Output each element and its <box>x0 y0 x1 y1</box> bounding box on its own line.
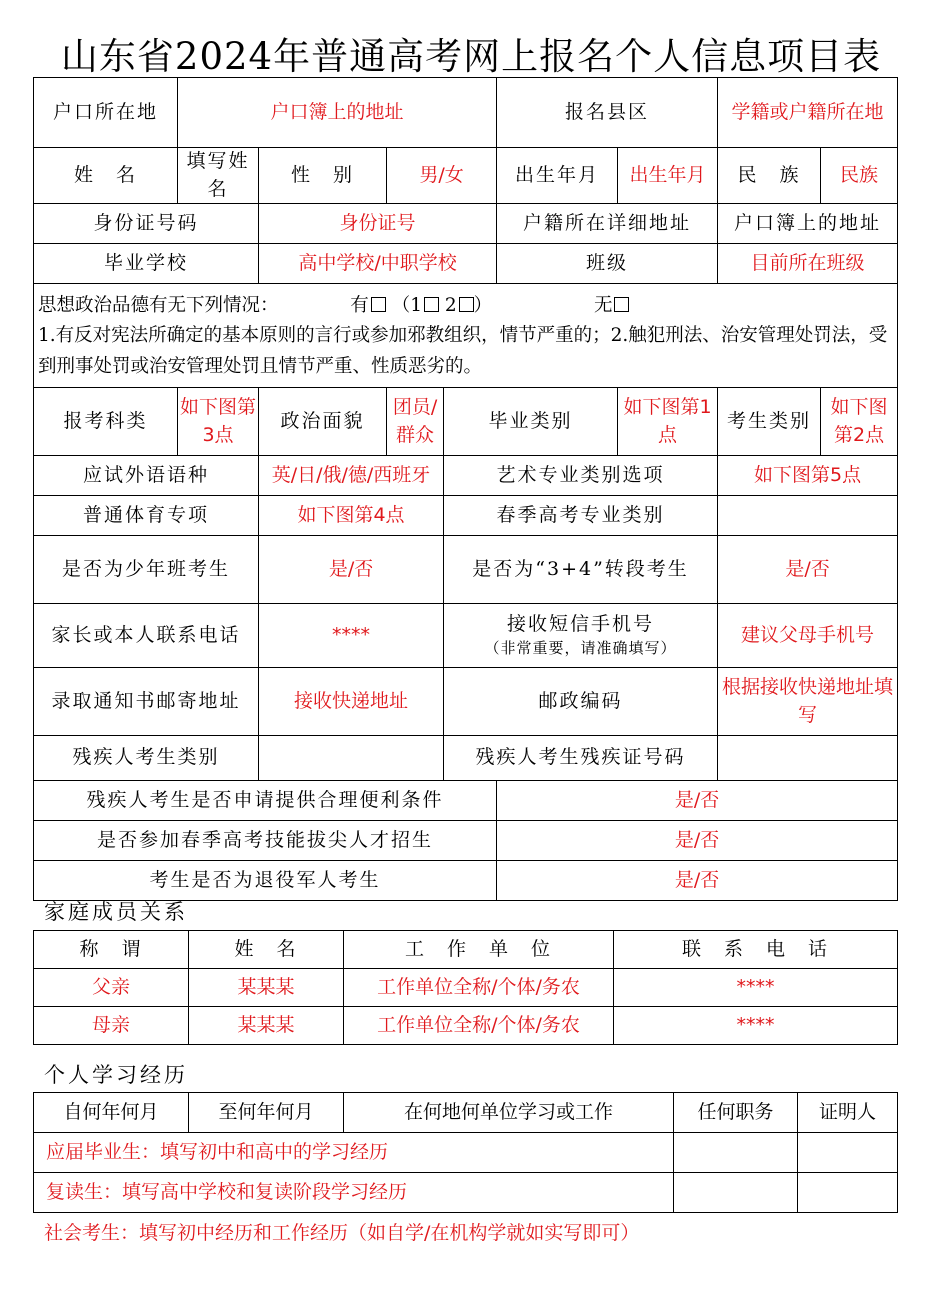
zip-code-label: 邮政编码 <box>444 668 718 736</box>
sport-label: 普通体育专项 <box>34 496 259 536</box>
family-header-name: 姓 名 <box>189 931 344 969</box>
ethnic-value[interactable]: 民族 <box>821 148 898 204</box>
family-phone[interactable]: **** <box>614 1007 898 1045</box>
language-value[interactable]: 英/日/俄/德/西班牙 <box>259 456 444 496</box>
ethnic-label: 民 族 <box>718 148 821 204</box>
county-value[interactable]: 学籍或户籍所在地 <box>718 78 898 148</box>
table-row <box>34 969 898 1007</box>
candidate-type-label: 考生类别 <box>718 388 821 456</box>
politics-no-checkbox[interactable] <box>614 297 629 312</box>
sms-phone-label <box>444 604 718 668</box>
politics-section <box>34 284 898 388</box>
family-relation[interactable]: 母亲 <box>34 1007 189 1045</box>
birth-value[interactable]: 出生年月 <box>618 148 718 204</box>
hukou-value[interactable]: 户口簿上的地址 <box>178 78 497 148</box>
family-form <box>33 930 897 1045</box>
language-label: 应试外语语种 <box>34 456 259 496</box>
school-label: 毕业学校 <box>34 244 259 284</box>
family-table <box>33 930 898 1045</box>
gender-value[interactable]: 男/女 <box>387 148 497 204</box>
youth-class-label: 是否为少年班考生 <box>34 536 259 604</box>
county-label: 报名县区 <box>497 78 718 148</box>
study-cell[interactable] <box>798 1133 898 1173</box>
table-row <box>34 1133 898 1173</box>
skill-talent-value[interactable]: 是/否 <box>497 821 898 861</box>
school-value[interactable]: 高中学校/中职学校 <box>259 244 497 284</box>
address-label: 户籍所在详细地址 <box>497 204 718 244</box>
id-label: 身份证号码 <box>34 204 259 244</box>
disabled-type-label: 残疾人考生类别 <box>34 736 259 781</box>
politics-question: 思想政治品德有无下列情况： <box>38 294 279 316</box>
art-label: 艺术专业类别选项 <box>444 456 718 496</box>
family-name[interactable]: 某某某 <box>189 969 344 1007</box>
family-header-phone: 联 系 电 话 <box>614 931 898 969</box>
study-table <box>33 1092 898 1213</box>
politics-description: 1.有反对宪法所确定的基本原则的言行或参加邪教组织，情节严重的；2.触犯刑法、治安管理处罚法，受到刑事处罚或治安管理处罚且情节严重、性质恶劣的。 <box>38 325 888 377</box>
mail-address-label: 录取通知书邮寄地址 <box>34 668 259 736</box>
politics-yes-label: 有 <box>350 294 369 316</box>
transfer-label: 是否为“3+4”转段考生 <box>444 536 718 604</box>
spring-major-value[interactable] <box>718 496 898 536</box>
politics-option-2-label: 2 <box>444 294 457 316</box>
sms-phone-value[interactable]: 建议父母手机号 <box>718 604 898 668</box>
convenience-value[interactable]: 是/否 <box>497 781 898 821</box>
politics-yes-checkbox[interactable] <box>371 297 386 312</box>
study-note-repeat[interactable]: 复读生：填写高中学校和复读阶段学习经历 <box>34 1173 674 1213</box>
zip-code-value[interactable]: 根据接收快递地址填写 <box>718 668 898 736</box>
convenience-label: 残疾人考生是否申请提供合理便利条件 <box>34 781 497 821</box>
grad-type-label: 毕业类别 <box>444 388 618 456</box>
sport-value[interactable]: 如下图第4点 <box>259 496 444 536</box>
birth-label: 出生年月 <box>497 148 618 204</box>
contact-phone-label: 家长或本人联系电话 <box>34 604 259 668</box>
contact-phone-value[interactable]: **** <box>259 604 444 668</box>
family-header-relation: 称 谓 <box>34 931 189 969</box>
skill-talent-label: 是否参加春季高考技能拔尖人才招生 <box>34 821 497 861</box>
family-work[interactable]: 工作单位全称/个体/务农 <box>344 1007 614 1045</box>
politics-option-2-checkbox[interactable] <box>459 297 474 312</box>
grad-type-value[interactable]: 如下图第1点 <box>618 388 718 456</box>
candidate-type-value[interactable]: 如下图第2点 <box>821 388 898 456</box>
id-value[interactable]: 身份证号 <box>259 204 497 244</box>
youth-class-value[interactable]: 是/否 <box>259 536 444 604</box>
disabled-cert-label: 残疾人考生残疾证号码 <box>444 736 718 781</box>
study-header-duty: 任何职务 <box>674 1093 798 1133</box>
family-name[interactable]: 某某某 <box>189 1007 344 1045</box>
name-label: 姓 名 <box>34 148 178 204</box>
study-form <box>33 1092 897 1213</box>
transfer-value[interactable]: 是/否 <box>718 536 898 604</box>
subject-value[interactable]: 如下图第3点 <box>178 388 259 456</box>
family-relation[interactable]: 父亲 <box>34 969 189 1007</box>
study-header-to: 至何年何月 <box>189 1093 344 1133</box>
page-title: 山东省2024年普通高考网上报名个人信息项目表 <box>60 35 882 78</box>
study-section-title: 个人学习经历 <box>44 1063 188 1087</box>
class-label: 班级 <box>497 244 718 284</box>
political-label: 政治面貌 <box>259 388 387 456</box>
family-section-title: 家庭成员关系 <box>44 900 188 924</box>
study-note-fresh-grad[interactable]: 应届毕业生：填写初中和高中的学习经历 <box>34 1133 674 1173</box>
sms-phone-note: （非常重要，请准确填写） <box>484 639 677 658</box>
family-work[interactable]: 工作单位全称/个体/务农 <box>344 969 614 1007</box>
political-value[interactable]: 团员/群众 <box>387 388 444 456</box>
politics-option-close: ） <box>473 294 493 316</box>
study-header-witness: 证明人 <box>798 1093 898 1133</box>
spring-major-label: 春季高考专业类别 <box>444 496 718 536</box>
table-row <box>34 1007 898 1045</box>
politics-option-open: （1 <box>391 294 422 316</box>
study-cell[interactable] <box>674 1173 798 1213</box>
study-cell[interactable] <box>798 1173 898 1213</box>
name-value[interactable]: 填写姓名 <box>178 148 259 204</box>
personal-info-table <box>33 77 898 901</box>
veteran-label: 考生是否为退役军人考生 <box>34 861 497 901</box>
family-phone[interactable]: **** <box>614 969 898 1007</box>
politics-no-label: 无 <box>593 294 613 316</box>
family-header-work: 工 作 单 位 <box>344 931 614 969</box>
study-header-place: 在何地何单位学习或工作 <box>344 1093 674 1133</box>
mail-address-value[interactable]: 接收快递地址 <box>259 668 444 736</box>
study-cell[interactable] <box>674 1133 798 1173</box>
table-row <box>34 1173 898 1213</box>
disabled-type-value[interactable] <box>259 736 444 781</box>
study-header-from: 自何年何月 <box>34 1093 189 1133</box>
social-candidate-note: 社会考生：填写初中经历和工作经历（如自学/在机构学就如实写即可） <box>44 1222 640 1244</box>
hukou-label: 户口所在地 <box>34 78 178 148</box>
gender-label: 性 别 <box>259 148 387 204</box>
subject-label: 报考科类 <box>34 388 178 456</box>
address-value[interactable]: 户口簿上的地址 <box>718 204 898 244</box>
art-value[interactable]: 如下图第5点 <box>718 456 898 496</box>
main-form <box>33 77 897 901</box>
veteran-value[interactable]: 是/否 <box>497 861 898 901</box>
politics-option-1-checkbox[interactable] <box>424 297 439 312</box>
disabled-cert-value[interactable] <box>718 736 898 781</box>
class-value[interactable]: 目前所在班级 <box>718 244 898 284</box>
sms-phone-title: 接收短信手机号 <box>507 612 655 635</box>
